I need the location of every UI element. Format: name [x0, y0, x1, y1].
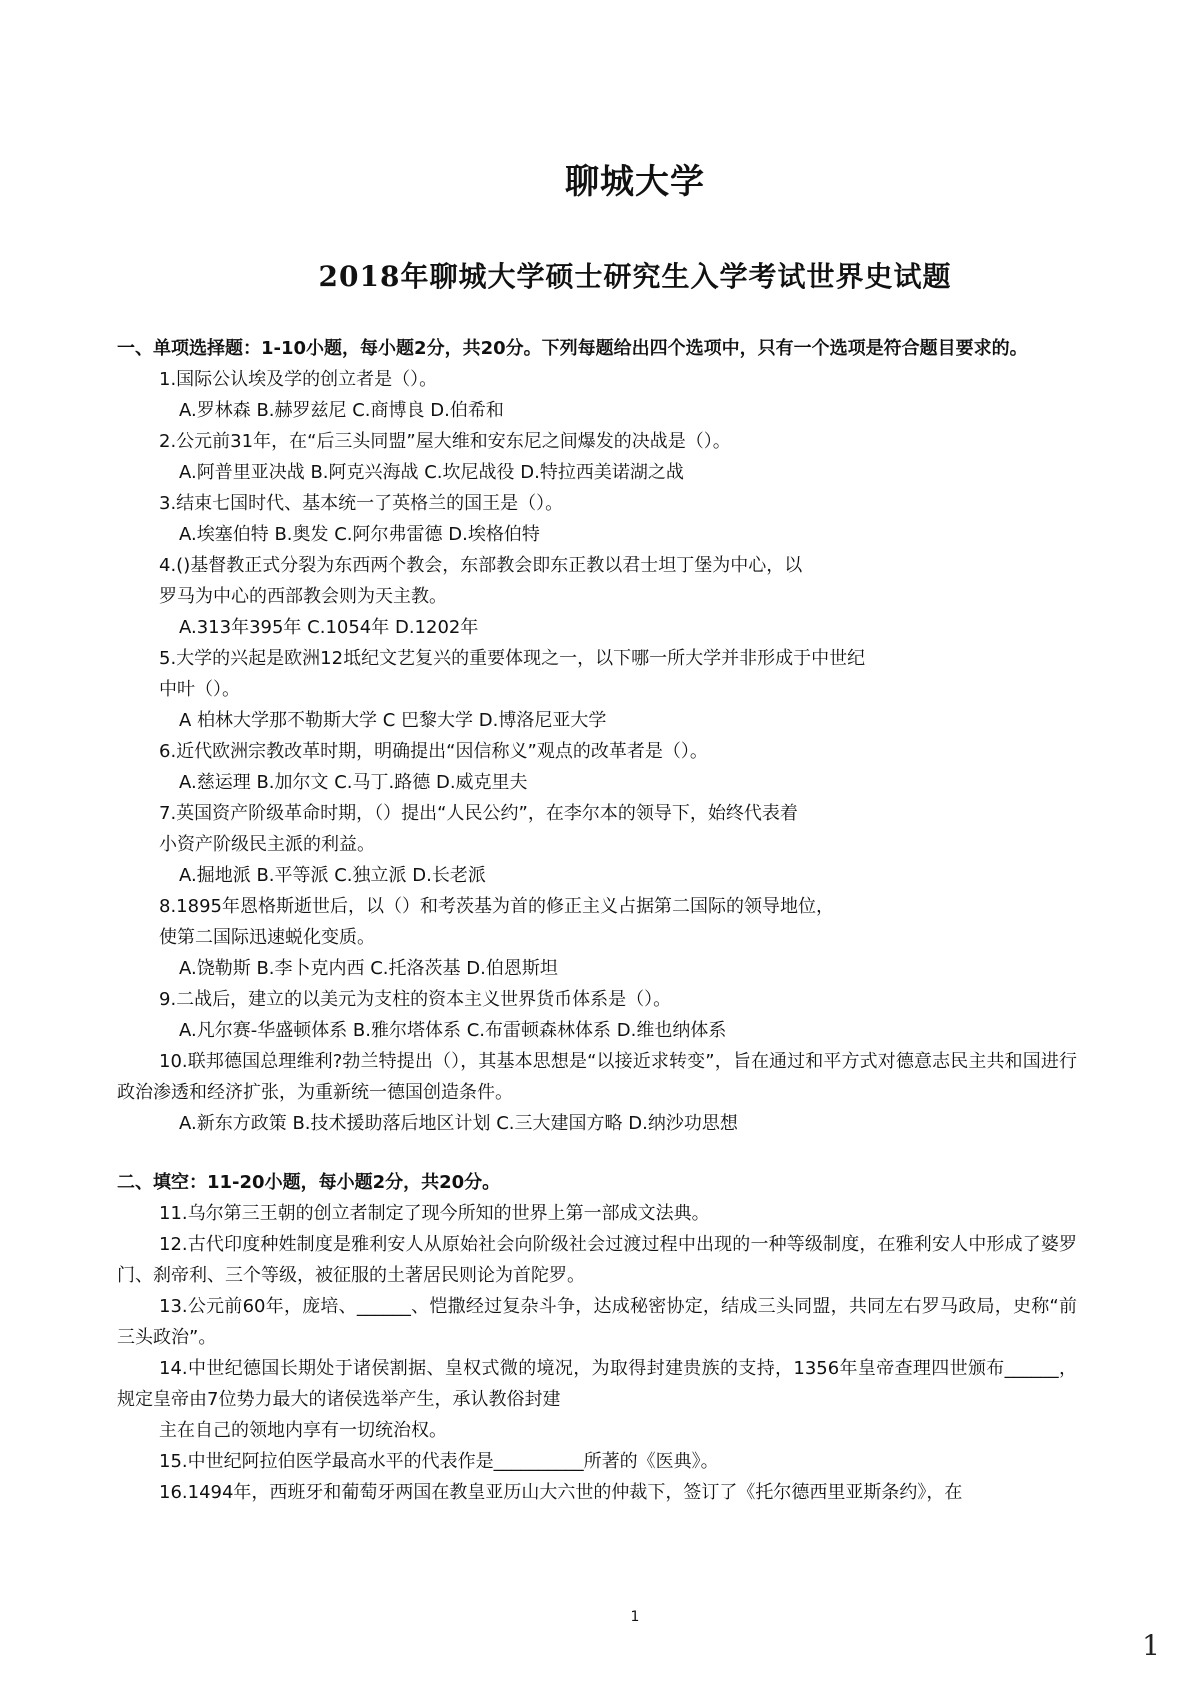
- question-3-options: A.埃塞伯特 B.奥发 C.阿尔弗雷德 D.埃格伯特: [179, 524, 540, 545]
- question-9: 9.二战后，建立的以美元为支柱的资本主义世界货币体系是（）。: [159, 989, 672, 1010]
- question-12: 12.古代印度种姓制度是雅利安人从原始社会向阶级社会过渡过程中出现的一种等级制度，在雅利安人中形成了婆罗门、刹帝利、三个等级，被征服的土著居民则论为首陀罗。: [117, 1234, 1077, 1286]
- section2-heading: 二、填空：11-20小题，每小题2分，共20分。: [117, 1172, 501, 1193]
- question-6: 6.近代欧洲宗教改革时期，明确提出“因信称义”观点的改革者是（）。: [159, 741, 708, 762]
- question-10: 10.联邦德国总理维利?勃兰特提出（），其基本思想是“以接近求转变”，旨在通过和平方式对德意志民主共和国进行政治渗透和经济扩张，为重新统一德国创造条件。: [117, 1051, 1077, 1103]
- exam-title: 2018年聊城大学硕士研究生入学考试世界史试题: [318, 260, 952, 293]
- question-9-options: A.凡尔赛-华盛顿体系 B.雅尔塔体系 C.布雷顿森林体系 D.维也纳体系: [179, 1020, 727, 1041]
- question-3: 3.结束七国时代、基本统一了英格兰的国王是（）。: [159, 493, 564, 514]
- question-4-line2: 罗马为中心的西部教会则为天主教。: [159, 586, 447, 607]
- question-14-line1: 14.中世纪德国长期处于诸侯割据、皇权式微的境况，为取得封建贵族的支持，1356年皇帝查理四世颁布______，规定皇帝由7位势力最大的诸侯选举产生，承认教俗封建: [117, 1358, 1077, 1410]
- question-2: 2.公元前31年，在“后三头同盟”屋大维和安东尼之间爆发的决战是（）。: [159, 431, 731, 452]
- page-number: 1: [630, 1609, 640, 1625]
- section-spacer: [117, 1139, 1077, 1167]
- question-16: 16.1494年，西班牙和葡萄牙两国在教皇亚历山大六世的仲裁下，签订了《托尔德西里亚斯条约》，在: [159, 1482, 963, 1503]
- question-6-options: A.慈运理 B.加尔文 C.马丁.路德 D.威克里夫: [179, 772, 528, 793]
- question-8-line1: 8.1895年恩格斯逝世后，以（）和考茨基为首的修正主义占据第二国际的领导地位，: [159, 896, 834, 917]
- question-5-options: A 柏林大学那不勒斯大学 C 巴黎大学 D.博洛尼亚大学: [179, 710, 607, 731]
- question-7-options: A.掘地派 B.平等派 C.独立派 D.长老派: [179, 865, 486, 886]
- question-11: 11.乌尔第三王朝的创立者制定了现今所知的世界上第一部成文法典。: [159, 1203, 710, 1224]
- question-13: 13.公元前60年，庞培、______、恺撒经过复杂斗争，达成秘密协定，结成三头同盟，共同左右罗马政局，史称“前三头政治”。: [117, 1296, 1077, 1348]
- question-5-line2: 中叶（）。: [159, 679, 240, 700]
- question-1: 1.国际公认埃及学的创立者是（）。: [159, 369, 438, 390]
- question-15: 15.中世纪阿拉伯医学最高水平的代表作是__________所著的《医典》。: [159, 1451, 719, 1472]
- question-7-line2: 小资产阶级民主派的利益。: [159, 834, 375, 855]
- question-7-line1: 7.英国资产阶级革命时期，（）提出“人民公约”，在李尔本的领导下，始终代表着: [159, 803, 798, 824]
- exam-content: [117, 333, 1077, 1508]
- question-8-options: A.饶勒斯 B.李卜克内西 C.托洛茨基 D.伯恩斯坦: [179, 958, 558, 979]
- question-8-line2: 使第二国际迅速蜕化变质。: [159, 927, 375, 948]
- corner-page-number: 1: [1142, 1629, 1160, 1662]
- question-10-options: A.新东方政策 B.技术援助落后地区计划 C.三大建国方略 D.纳沙功思想: [179, 1113, 738, 1134]
- school-name: 聊城大学: [565, 162, 705, 202]
- section1-heading: 一、单项选择题：1-10小题，每小题2分，共20分。下列每题给出四个选项中，只有一个选项是符合题目要求的。: [117, 338, 1028, 359]
- question-5-line1: 5.大学的兴起是欧洲12坻纪文艺复兴的重要体现之一，以下哪一所大学并非形成于中世纪: [159, 648, 866, 669]
- question-14-line2: 主在自己的领地内享有一切统治权。: [159, 1420, 447, 1441]
- question-4-line1: 4.()基督教正式分裂为东西两个教会，东部教会即东正教以君士坦丁堡为中心，以: [159, 555, 803, 576]
- question-4-options: A.313年395年 C.1054年 D.1202年: [179, 617, 479, 638]
- question-1-options: A.罗林森 B.赫罗兹尼 C.商博良 D.伯希和: [179, 400, 504, 421]
- question-2-options: A.阿普里亚决战 B.阿克兴海战 C.坎尼战役 D.特拉西美诺湖之战: [179, 462, 684, 483]
